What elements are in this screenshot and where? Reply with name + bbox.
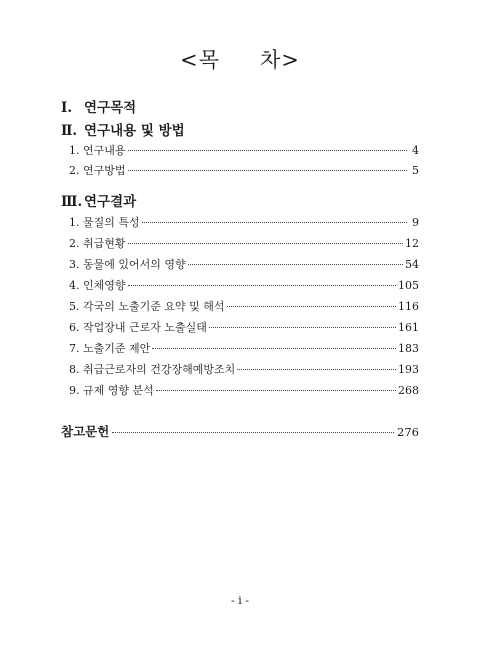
entry-label: 취급현황 (83, 237, 126, 250)
entry-page: 9 (412, 216, 419, 229)
page-title (0, 44, 480, 74)
entry-page: 54 (405, 258, 419, 271)
dot-leader (128, 170, 407, 171)
entry-number: 5. (69, 300, 80, 313)
entry-number: 4. (69, 279, 80, 292)
entry-page: 105 (398, 279, 419, 292)
entry-label: 동물에 있어서의 영향 (83, 258, 186, 271)
entry-label: 규제 영향 분석 (83, 384, 154, 397)
entry-page: 4 (412, 144, 419, 157)
section-number: Ⅰ. (61, 100, 73, 116)
dot-leader (128, 285, 396, 286)
dot-leader (227, 306, 397, 307)
toc-entry[interactable] (69, 361, 419, 377)
dot-leader (142, 222, 407, 223)
references-label: 참고문헌 (61, 424, 110, 439)
toc-entry[interactable] (69, 256, 419, 272)
toc-entry[interactable] (69, 319, 419, 335)
entry-number: 6. (69, 321, 80, 334)
entry-number: 2. (69, 237, 80, 250)
entry-page: 268 (398, 384, 419, 397)
dot-leader (156, 390, 396, 391)
dot-leader (128, 243, 403, 244)
section-label: 연구내용 및 방법 (84, 123, 185, 139)
toc-entry[interactable] (69, 340, 419, 356)
section-label: 연구결과 (84, 194, 137, 210)
toc-entry[interactable] (69, 214, 419, 230)
entry-label: 취급근로자의 건강장해예방조치 (83, 363, 236, 376)
entry-number: 9. (69, 384, 80, 397)
toc-section-1[interactable] (61, 96, 136, 116)
toc-section-2[interactable] (61, 119, 185, 139)
toc-entry[interactable] (69, 277, 419, 293)
dot-leader (128, 150, 407, 151)
title-left: <목 (180, 48, 220, 72)
entry-label: 각국의 노출기준 요약 및 해석 (83, 300, 225, 313)
section-label: 연구목적 (84, 100, 137, 116)
entry-page: 193 (398, 363, 419, 376)
entry-page: 161 (398, 321, 419, 334)
toc-references[interactable] (61, 422, 419, 440)
section-number: Ⅲ. (61, 194, 83, 210)
references-page: 276 (397, 425, 419, 439)
entry-number: 3. (69, 258, 80, 271)
dot-leader (237, 369, 396, 370)
entry-label: 인체영향 (83, 279, 126, 292)
entry-label: 물질의 특성 (83, 216, 140, 229)
toc-entry[interactable] (69, 382, 419, 398)
entry-page: 116 (398, 300, 419, 313)
entry-page: 12 (405, 237, 419, 250)
title-right: 차> (260, 48, 300, 72)
entry-label: 연구방법 (83, 164, 126, 177)
toc-entry[interactable] (69, 235, 419, 251)
entry-number: 1. (69, 144, 80, 157)
entry-page: 183 (398, 342, 419, 355)
dot-leader (209, 327, 396, 328)
entry-number: 7. (69, 342, 80, 355)
entry-number: 2. (69, 164, 80, 177)
toc-entry[interactable] (69, 298, 419, 314)
toc-section-3[interactable] (61, 190, 136, 210)
dot-leader (152, 348, 396, 349)
entry-label: 작업장내 근로자 노출실태 (83, 321, 207, 334)
entry-label: 노출기준 제안 (83, 342, 151, 355)
page-number-footer: - i - (231, 594, 249, 607)
dot-leader (112, 432, 394, 433)
entry-number: 8. (69, 363, 80, 376)
entry-page: 5 (412, 164, 419, 177)
section-number: Ⅱ. (61, 123, 78, 139)
dot-leader (188, 264, 403, 265)
toc-entry[interactable] (69, 142, 419, 158)
entry-label: 연구내용 (83, 144, 126, 157)
toc-entry[interactable] (69, 162, 419, 178)
entry-number: 1. (69, 216, 80, 229)
